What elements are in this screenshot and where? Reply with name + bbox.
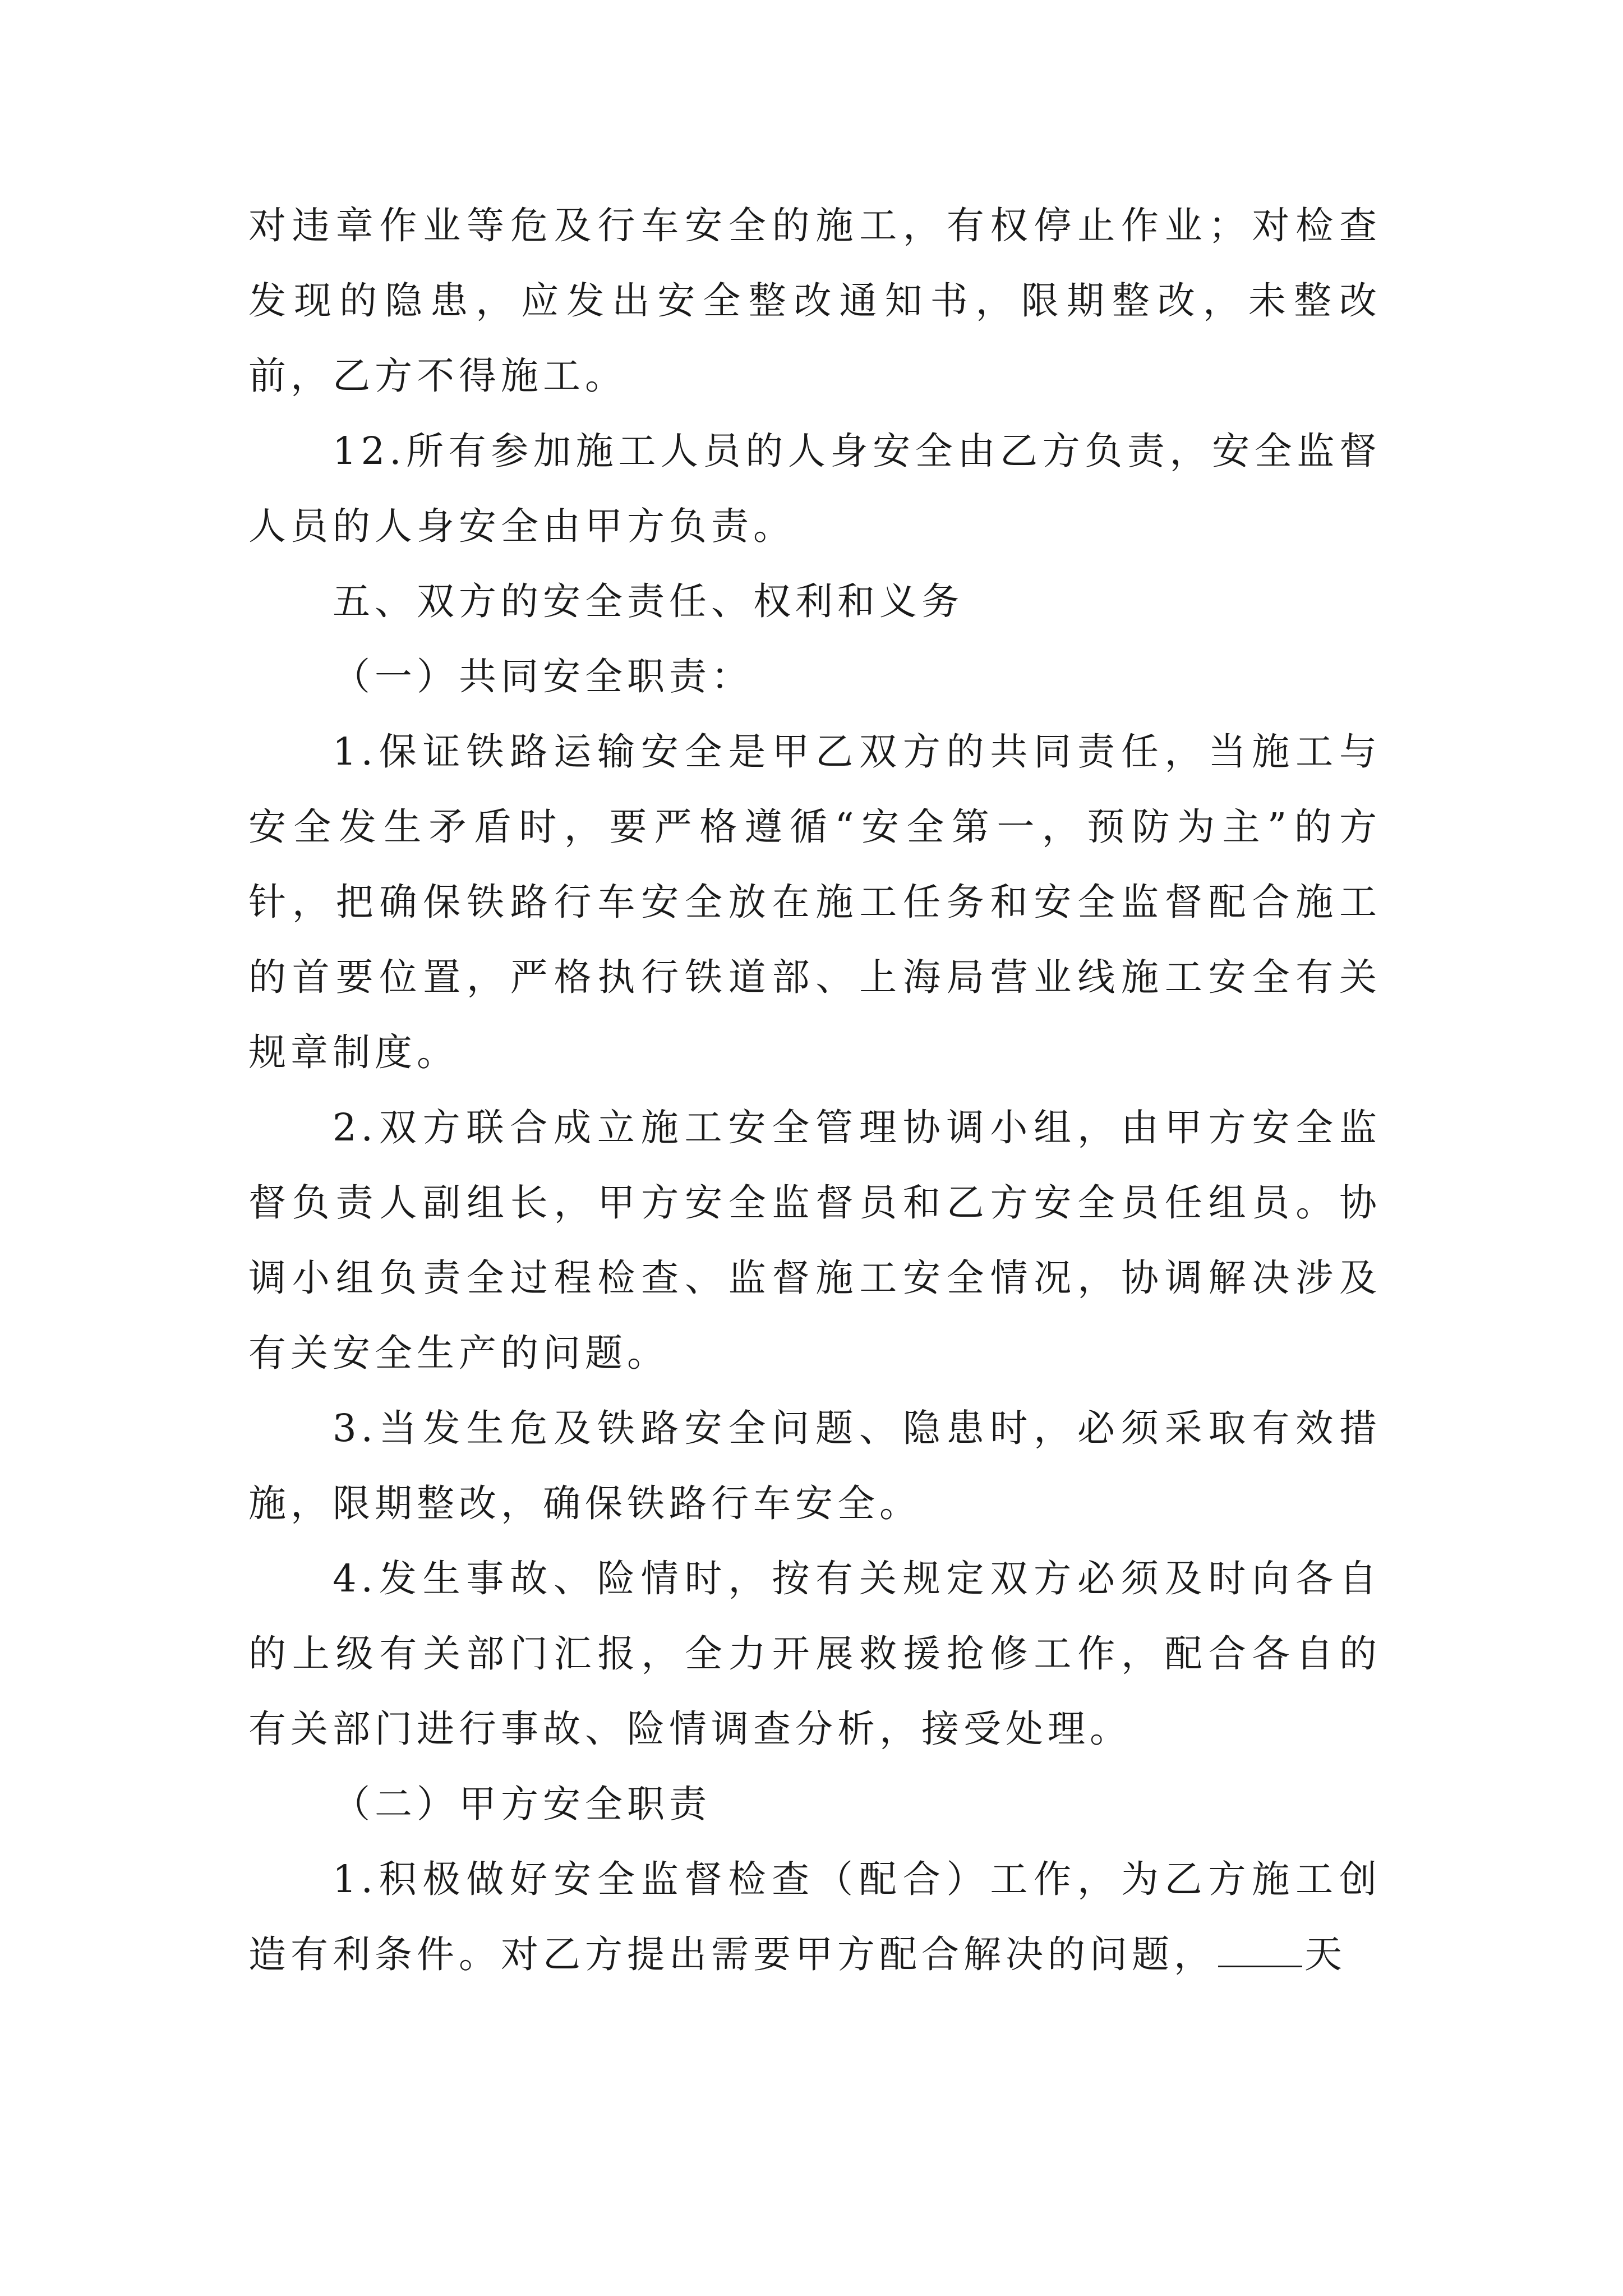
paragraph-item-1-party-a bbox=[248, 1842, 1381, 1992]
subsection-heading-party-a-duties: （二）甲方安全职责 bbox=[333, 1782, 711, 1826]
paragraph-item-4: 4.发生事故、险情时，按有关规定双方必须及时向各自的上级有关部门汇报，全力开展救援抢修工作，配合各自的有关部门进行事故、险情调查分析，接受处理。 bbox=[248, 1557, 1381, 1751]
paragraph-item-3: 3.当发生危及铁路安全问题、隐患时，必须采取有效措施，限期整改，确保铁路行车安全。 bbox=[248, 1406, 1381, 1525]
paragraph-text-after-blank: 天 bbox=[1304, 1932, 1347, 1976]
paragraph-text-before-blank: 1.积极做好安全监督检查（配合）工作，为乙方施工创造有利条件。对乙方提出需要甲方配合解决的问题， bbox=[248, 1857, 1381, 1976]
paragraph-item-2: 2.双方联合成立施工安全管理协调小组，由甲方安全监督负责人副组长，甲方安全监督员和乙方安全员任组员。协调小组负责全过程检查、监督施工安全情况，协调解决涉及有关安全生产的问题。 bbox=[248, 1106, 1381, 1375]
document-body bbox=[248, 188, 1381, 1992]
section-heading-five: 五、双方的安全责任、权利和义务 bbox=[333, 579, 963, 623]
subsection-heading-common-duties: （一）共同安全职责： bbox=[333, 655, 753, 698]
fill-in-blank bbox=[1218, 1960, 1302, 1967]
paragraph-continuation: 对违章作业等危及行车安全的施工，有权停止作业；对检查发现的隐患，应发出安全整改通知书，限期整改，未整改前，乙方不得施工。 bbox=[248, 204, 1381, 398]
paragraph-item-12: 12.所有参加施工人员的人身安全由乙方负责，安全监督人员的人身安全由甲方负责。 bbox=[248, 429, 1381, 548]
paragraph-item-1: 1.保证铁路运输安全是甲乙双方的共同责任，当施工与安全发生矛盾时，要严格遵循“安全第一，预防为主”的方针，把确保铁路行车安全放在施工任务和安全监督配合施工的首要位置，严格执行铁道部、上海局营业线施工安全有关规章制度。 bbox=[248, 730, 1381, 1074]
